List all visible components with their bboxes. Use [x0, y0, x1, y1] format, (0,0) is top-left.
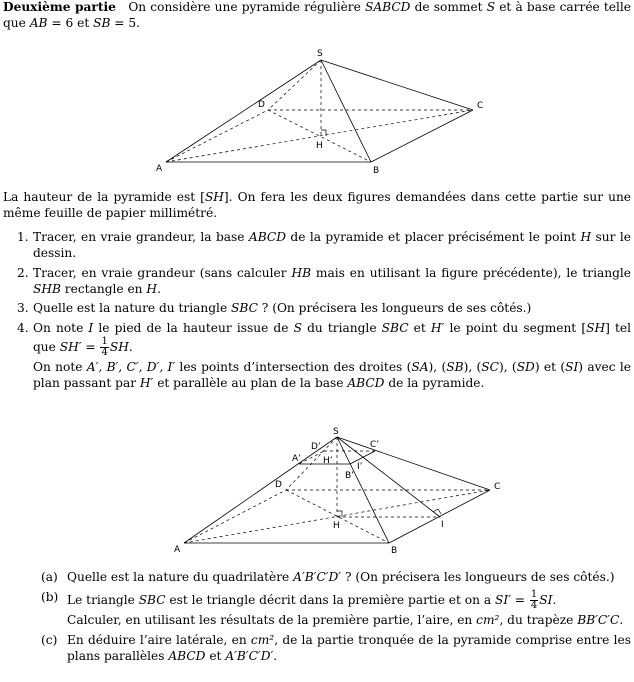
subquestion-number: (a): [41, 570, 58, 584]
label-d: D: [275, 480, 282, 490]
text: ), (: [498, 360, 517, 375]
math: SHB: [33, 281, 61, 296]
math-sh: SH: [204, 190, 224, 204]
text: Tracer, en vraie grandeur (sans calculer: [33, 265, 292, 280]
text: Quelle est la nature du quadrilatère: [67, 570, 294, 584]
intro-text: On considère une pyramide régulière: [128, 0, 365, 14]
label-b: B: [373, 166, 380, 176]
question-number: 2.: [17, 265, 29, 280]
edge-ad-hidden: [184, 490, 286, 543]
math: H: [580, 230, 592, 244]
text: Calculer, en utilisant les résultats de la première partie, l’aire, en: [67, 612, 477, 627]
subquestion-number: (b): [41, 589, 59, 604]
math: BB′C′C: [577, 612, 620, 627]
question-number: 1.: [17, 230, 29, 244]
text: On note: [33, 360, 87, 375]
figure-pyramid-2: [3, 420, 633, 560]
edge-apdp-hidden: [299, 451, 324, 464]
text: et parallèle au plan de la base: [153, 376, 348, 391]
pyramid-2-svg: [3, 420, 633, 560]
subquestion-number: (c): [41, 632, 58, 647]
text: ), (: [428, 360, 447, 375]
intro-text: = 6 et: [47, 15, 94, 30]
question-3: [3, 301, 631, 317]
text: ) avec le plan passant par: [33, 360, 631, 391]
label-i: I: [441, 520, 444, 530]
edge-sb: [321, 60, 371, 162]
fraction-denominator: 4: [101, 347, 108, 359]
label-c: C: [494, 482, 501, 492]
math: SH: [109, 340, 129, 355]
edge-sd-hidden: [268, 60, 321, 110]
pyramid-1-svg: [3, 40, 633, 180]
edge-sa: [184, 437, 337, 543]
text: ? (On précisera les longueurs de ses côtés.): [257, 301, 532, 316]
text: ? (On précisera les longueurs de ses côtés.): [341, 570, 615, 584]
intro-text: de sommet: [410, 0, 487, 14]
edge-ad-hidden: [166, 110, 268, 162]
text: Quelle est la nature du triangle: [33, 301, 232, 316]
math-ab: AB: [29, 15, 48, 30]
text: La hauteur de la pyramide est [: [3, 190, 205, 204]
subquestion-a: [3, 570, 631, 586]
text: sur le dessin.: [33, 230, 631, 260]
math: ABCD: [168, 648, 206, 663]
text: mais en utilisant la figure précédente), le triangle: [311, 265, 631, 280]
math: HB: [291, 265, 312, 280]
text: .: [552, 592, 557, 607]
math: A′, B′, C′, D′, I′: [86, 360, 176, 375]
math: cm²: [476, 612, 500, 627]
subquestion-b-continuation: [67, 613, 631, 629]
diag-db: [268, 110, 371, 162]
text: .: [619, 612, 624, 627]
text: rectangle en: [60, 281, 147, 296]
text: de la pyramide et placer précisément le point: [285, 230, 581, 244]
label-h: H: [316, 141, 323, 151]
fraction: [530, 590, 538, 611]
math: SI: [539, 592, 553, 607]
height-paragraph: [3, 190, 631, 222]
text: du triangle: [301, 321, 382, 336]
right-angle-mark-i: [433, 509, 441, 514]
subquestion-c: [3, 633, 631, 665]
text: En déduire l’aire latérale, en: [67, 632, 251, 647]
text: =: [510, 592, 529, 607]
math: SI: [565, 360, 579, 375]
fraction-numerator: 1: [101, 336, 108, 348]
math: ABCD: [248, 230, 286, 244]
math: H′: [430, 321, 445, 336]
figure-pyramid-1: [3, 40, 633, 180]
fraction: [100, 337, 108, 358]
text: et: [408, 321, 431, 336]
question-number: 3.: [17, 301, 29, 316]
edge-sc: [321, 60, 473, 110]
math: cm²: [250, 632, 275, 647]
label-hp: H’: [323, 456, 333, 466]
math: SBC: [231, 301, 258, 316]
label-a: A: [174, 545, 181, 555]
math: SC: [481, 360, 499, 375]
intro-paragraph: [3, 0, 631, 32]
text: ) et (: [534, 360, 566, 375]
math-s: S: [486, 0, 496, 14]
text: est le triangle décrit dans la première partie et on a: [165, 592, 495, 607]
label-cp: C’: [370, 440, 380, 450]
text: , de la partie tronquée de la pyramide comprise entre les plans parallèles: [67, 632, 631, 663]
label-bp: B’: [345, 471, 355, 481]
fraction-denominator: 4: [530, 599, 538, 611]
text: les points d’intersection des droites (: [175, 360, 412, 375]
text: =: [81, 340, 100, 355]
text: et: [205, 648, 226, 663]
math: H′: [139, 376, 154, 391]
math: SD: [516, 360, 535, 375]
math-sb: SB: [93, 15, 111, 30]
intro-text: et à base carrée telle que: [3, 0, 632, 30]
math: ABCD: [347, 376, 385, 391]
math: SB: [446, 360, 464, 375]
label-c: C: [477, 101, 484, 111]
text: ), (: [463, 360, 482, 375]
label-b: B: [391, 546, 398, 556]
text: On note: [33, 321, 89, 336]
text: ] tel que: [33, 321, 631, 355]
text: .: [128, 340, 133, 355]
subquestions-list: [3, 570, 631, 668]
intro-text: = 5.: [110, 15, 140, 30]
text: de la pyramide.: [384, 376, 485, 391]
diag-db: [286, 490, 389, 543]
text: .: [157, 281, 161, 296]
math-sabcd: SABCD: [365, 0, 411, 14]
math: SA: [411, 360, 429, 375]
label-dp: D’: [311, 442, 321, 452]
label-ap: A’: [292, 454, 302, 464]
text: le point du segment [: [444, 321, 587, 336]
part-title: Deuxième partie: [3, 0, 116, 14]
math: SH′: [59, 340, 82, 355]
math: H: [146, 281, 158, 296]
label-a: A: [156, 164, 163, 174]
math: SH: [586, 321, 606, 336]
edge-sb: [337, 437, 389, 543]
text: Le triangle: [67, 592, 139, 607]
text: , du trapèze: [499, 612, 578, 627]
math: A′B′C′D′: [225, 648, 274, 663]
math: SBC: [138, 592, 166, 607]
question-number: 4.: [17, 321, 29, 336]
math: S: [293, 321, 302, 336]
question-4-continuation: [33, 360, 631, 392]
math: SI′: [494, 592, 511, 607]
edge-bc: [371, 110, 473, 162]
label-d: D: [258, 100, 265, 110]
label-h: H: [333, 521, 340, 531]
label-s: S: [317, 49, 323, 59]
question-1: [3, 230, 631, 262]
math: A′B′C′D′: [293, 570, 342, 584]
label-s: S: [333, 427, 339, 437]
math: I: [88, 321, 94, 336]
edge-sa: [166, 60, 321, 162]
text: .: [273, 648, 278, 663]
text: le pied de la hauteur issue de: [93, 321, 294, 336]
label-ip: I’: [357, 462, 363, 472]
question-4: [3, 321, 631, 392]
fraction-numerator: 1: [530, 588, 538, 600]
text: Tracer, en vraie grandeur, la base: [33, 230, 249, 244]
text: ]. On fera les deux figures demandées dans cette partie sur une même feuille de papier millimétré.: [3, 190, 632, 220]
math: SBC: [381, 321, 409, 336]
question-2: [3, 266, 631, 298]
diag-ac: [166, 110, 473, 162]
subquestion-b: [3, 590, 631, 629]
right-angle-mark: [321, 130, 326, 136]
questions-list: [3, 230, 631, 396]
